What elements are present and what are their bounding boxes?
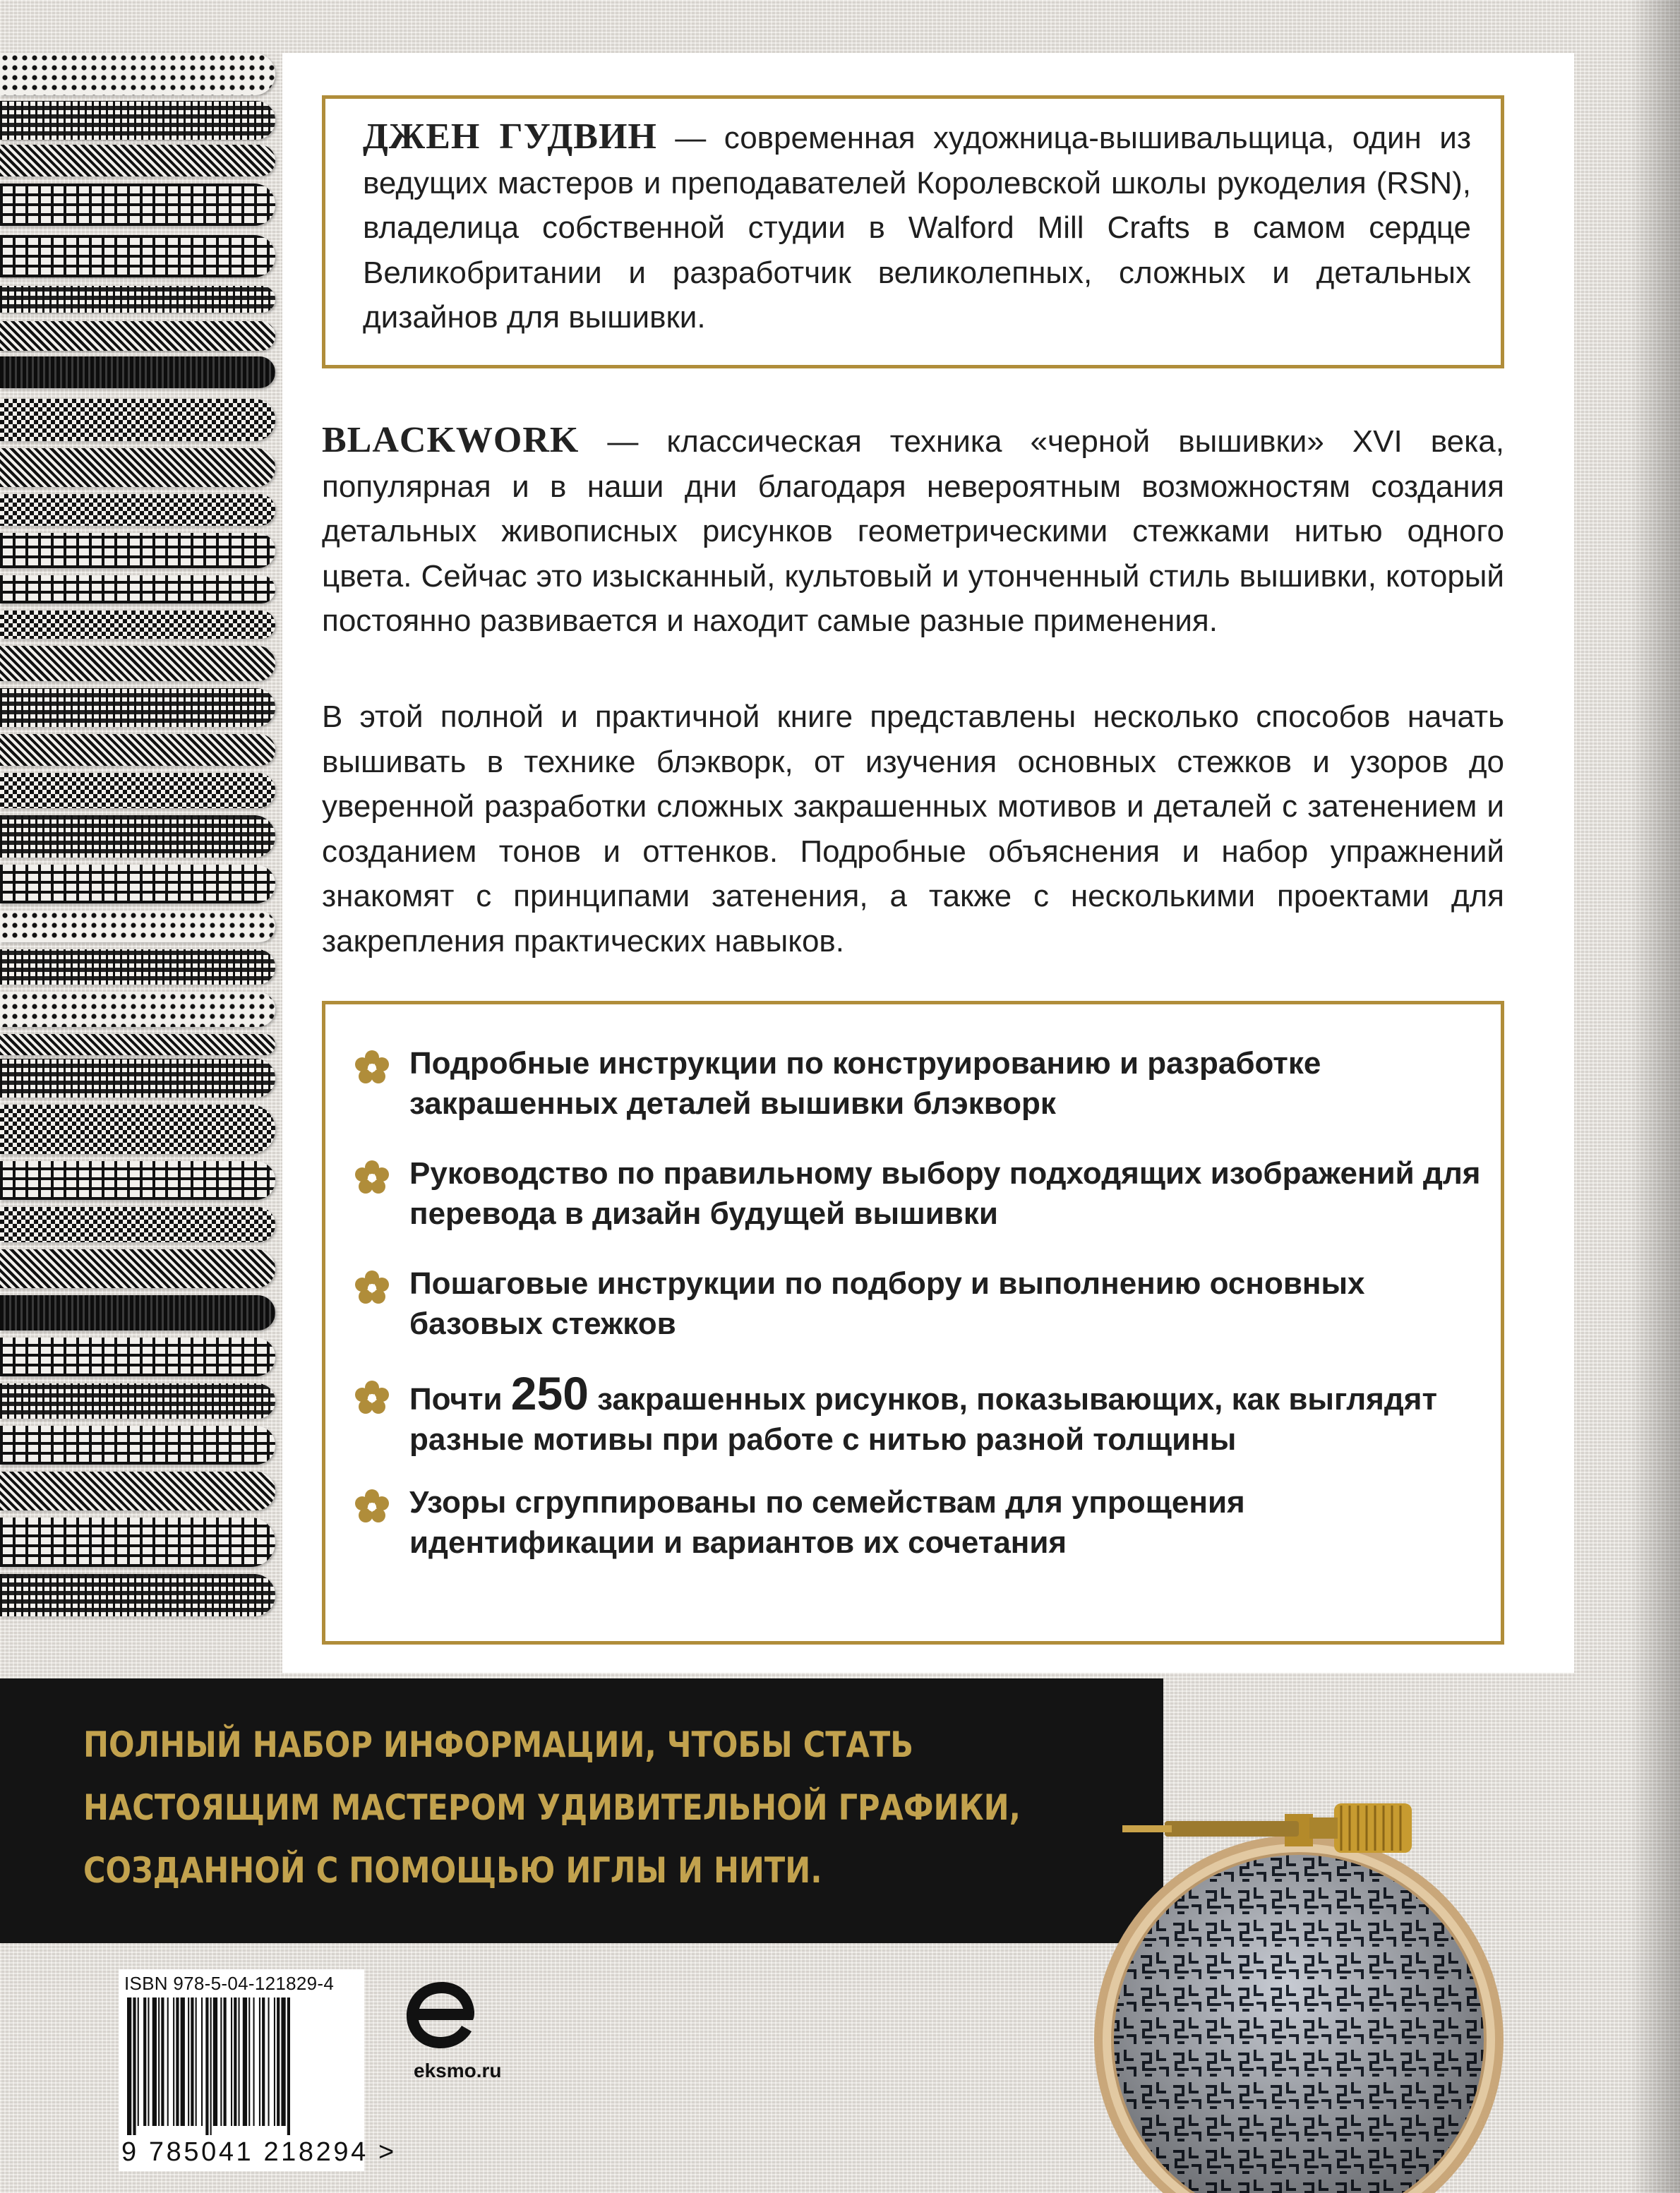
barcode-bar [181, 1997, 185, 2126]
feature-text: Подробные инструкции по конструированию и разработке закрашенных деталей вышивки блэкворк [409, 1046, 1321, 1121]
author-bio [363, 114, 1471, 340]
features-list [353, 1043, 1482, 1592]
embroidery-band [0, 911, 275, 942]
embroidery-band [0, 1034, 275, 1055]
barcode-bar [213, 1997, 217, 2126]
embroidery-band [0, 321, 275, 351]
embroidery-hoop-image [1073, 1722, 1680, 2193]
embroidery-band [0, 399, 275, 441]
author-name: ДЖЕН ГУДВИН [363, 116, 657, 157]
barcode-bar [133, 1997, 136, 2135]
feature-item [353, 1367, 1482, 1460]
barcode-bar [243, 1997, 247, 2126]
barcode-bar [248, 1997, 250, 2126]
embroidery-band [0, 235, 275, 277]
tagline [83, 1714, 1021, 1902]
barcode-bar [274, 1997, 275, 2126]
embroidery-band [0, 734, 275, 766]
barcode-bar [253, 1997, 255, 2126]
embroidery-band [0, 1383, 275, 1419]
barcode-bar [259, 1997, 260, 2126]
tagline-line: ПОЛНЫЙ НАБОР ИНФОРМАЦИИ, ЧТОБЫ СТАТЬ [83, 1724, 913, 1765]
barcode-bar [201, 1997, 203, 2126]
blackwork-term: BLACKWORK [322, 420, 580, 460]
embroidery-band [0, 494, 275, 526]
barcode-bar [191, 1997, 193, 2126]
eksmo-logo-icon [400, 1976, 484, 2054]
barcode-bar [148, 1997, 149, 2126]
feature-text: Узоры сгруппированы по семействам для упрощения идентификации и вариантов их сочетания [409, 1485, 1245, 1560]
embroidery-band [0, 184, 275, 226]
feature-item [353, 1043, 1482, 1124]
embroidery-band [0, 1472, 275, 1510]
barcode-bar [152, 1997, 157, 2126]
feature-text-pre: Почти [409, 1382, 511, 1417]
barcode-bar [196, 1997, 197, 2126]
embroidery-band [0, 688, 275, 727]
barcode-bar [188, 1997, 189, 2126]
embroidery-band [0, 1518, 275, 1567]
barcode-bar [143, 1997, 146, 2126]
flower-icon [353, 1269, 391, 1307]
barcode-bar [220, 1997, 222, 2126]
barcode-bar [127, 1997, 131, 2135]
flower-icon [353, 1049, 391, 1087]
embroidery-band [0, 1059, 275, 1098]
embroidery-band [0, 1207, 275, 1242]
barcode-bar [176, 1997, 179, 2126]
embroidery-band [0, 53, 275, 95]
embroidery-sampler [0, 53, 275, 1690]
embroidery-band [0, 1426, 275, 1465]
feature-item [353, 1263, 1482, 1344]
embroidery-band [0, 575, 275, 603]
blackwork-paragraph [322, 418, 1504, 644]
embroidery-band [0, 448, 275, 487]
book-paragraph: В этой полной и практичной книге представлены несколько способов начать вышивать в технике блэкворк, от изучения основных стежков и узоров до уверенной разработки сложных закрашенных мотивов и деталей с затенением и созданием тонов и оттенков. Подробные объяснения и набор упражнений знакомят с принципами затенения, а также с несколькими проектами для закрепления практических навыков. [322, 699, 1504, 959]
barcode-bar [268, 1997, 270, 2126]
barcode-bar [205, 1997, 208, 2135]
barcode-bar [277, 1997, 280, 2126]
barcode-digits: 9 785041 218294 > [121, 2137, 397, 2167]
barcode-bar [224, 1997, 227, 2126]
embroidery-band [0, 1249, 275, 1288]
embroidery-band [0, 865, 275, 903]
tagline-line: СОЗДАННОЙ С ПОМОЩЬЮ ИГЛЫ И НИТИ. [83, 1850, 822, 1891]
barcode-bar [138, 1997, 139, 2126]
flower-icon [353, 1488, 391, 1526]
embroidery-band [0, 1338, 275, 1376]
tagline-line: НАСТОЯЩИМ МАСТЕРОМ УДИВИТЕЛЬНОЙ ГРАФИКИ, [83, 1787, 1021, 1828]
barcode-bar [161, 1997, 164, 2126]
embroidery-band [0, 992, 275, 1027]
feature-text: Пошаговые инструкции по подбору и выполнению основных базовых стежков [409, 1266, 1365, 1341]
barcode-bar [173, 1997, 174, 2126]
feature-number: 250 [510, 1367, 589, 1419]
embroidery-band [0, 611, 275, 639]
embroidery-band [0, 533, 275, 568]
barcode-bar [287, 1997, 290, 2135]
embroidery-band [0, 1295, 275, 1330]
embroidery-band [0, 815, 275, 858]
barcode-bar [234, 1997, 236, 2126]
embroidery-band [0, 101, 275, 140]
barcode-bar [231, 1997, 232, 2126]
embroidery-band [0, 646, 275, 681]
barcode [121, 1997, 354, 2139]
feature-text-post: закрашенных рисунков, показывающих, как выглядят разные мотивы при работе с нитью разной толщины [409, 1382, 1437, 1457]
embroidery-band [0, 1574, 275, 1616]
barcode-bar [281, 1997, 285, 2126]
embroidery-band [0, 773, 275, 808]
barcode-bar [158, 1997, 160, 2126]
embroidery-band [0, 949, 275, 985]
embroidery-band [0, 145, 275, 176]
barcode-bar [262, 1997, 265, 2126]
flower-icon [353, 1379, 391, 1417]
flower-icon [353, 1159, 391, 1197]
blackwork-text: — классическая техника «черной вышивки» XVI века, популярная и в наши дни благодаря невероятным возможностям создания детальных живописных рисунков геометрическими стежками нитью одного цвета. Сейчас это изысканный, культовый и утонченный стиль вышивки, который постоянно развивается и находит самые разные применения. [322, 424, 1504, 638]
publisher-site: eksmo.ru [414, 2060, 502, 2081]
feature-item [353, 1482, 1482, 1563]
embroidery-band [0, 1105, 275, 1154]
embroidery-band [0, 356, 275, 388]
embroidery-band [0, 286, 275, 313]
feature-item [353, 1153, 1482, 1234]
author-bio-text: — современная художница-вышивальщица, один из ведущих мастеров и преподавателей Королевской школы рукоделия (RSN), владелица собственной студии в Walford Mill Crafts в самом сердце Великобритании и разработчик великолепных, сложных и детальных дизайнов для вышивки. [363, 121, 1472, 335]
barcode-bar [239, 1997, 240, 2126]
feature-text: Руководство по правильному выбору подходящих изображений для перевода в дизайн будущей вышивки [409, 1156, 1481, 1231]
barcode-bar [210, 1997, 212, 2135]
isbn: ISBN 978-5-04-121829-4 [124, 1973, 335, 1994]
embroidery-band [0, 1161, 275, 1200]
barcode-bar [167, 1997, 169, 2126]
